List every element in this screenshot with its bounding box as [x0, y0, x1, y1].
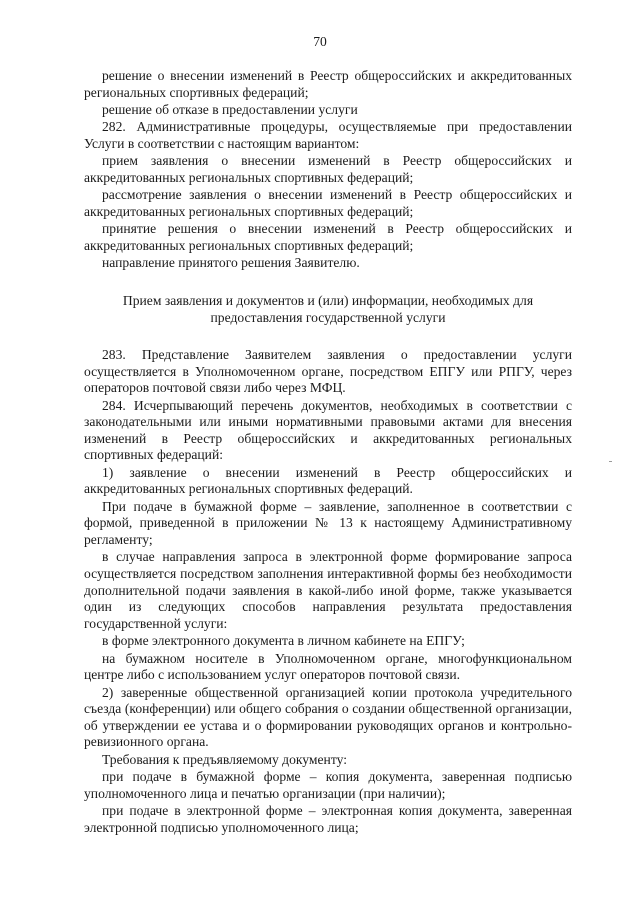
paragraph: направление принятого решения Заявителю. [102, 255, 360, 271]
paragraph: 284. Исчерпывающий перечень документов, необходимых в соответствии с законодательными или иными нормативными правовыми актами для внесения изменений в Реестр общероссийских и аккредитованных региональных спортивных федераций: [84, 397, 572, 463]
page-number: 70 [313, 34, 327, 49]
paragraph: на бумажном носителе в Уполномоченном органе, многофункциональном центре либо с использованием услуг операторов почтовой связи. [84, 650, 572, 683]
section-heading [84, 293, 572, 326]
paragraph: при подаче в электронной форме – электронная копия документа, заверенная электронной подписью уполномоченного лица; [84, 803, 572, 835]
paragraph: 283. Представление Заявителем заявления о предоставлении услуги осуществляется в Уполномоченном органе, посредством ЕПГУ или РПГУ, через операторов почтовой связи либо через МФЦ. [84, 347, 572, 396]
document-body [84, 68, 572, 837]
paragraph: прием заявления о внесении изменений в Реестр общероссийских и аккредитованных региональных спортивных федераций; [84, 153, 572, 185]
paragraph: в форме электронного документа в личном кабинете на ЕПГУ; [102, 633, 465, 649]
paragraph: рассмотрение заявления о внесении изменений в Реестр общероссийских и аккредитованных региональных спортивных федераций; [84, 187, 572, 219]
section-heading-line: предоставления государственной услуги [210, 309, 446, 325]
paragraph: Требования к предъявляемому документу: [102, 751, 347, 767]
paragraph: решение о внесении изменений в Реестр общероссийских и аккредитованных региональных спортивных федераций; [84, 68, 572, 100]
paragraph: 2) заверенные общественной организацией копии протокола учредительного съезда (конференции) или общего собрания о создании общественной организации, об утверждении ее устава и о формировании руководящих органов и контрольно-ревизионного органа. [84, 684, 572, 750]
paragraph: решение об отказе в предоставлении услуги [102, 101, 358, 117]
paragraph: при подаче в бумажной форме – копия документа, заверенная подписью уполномоченного лица и печатью организации (при наличии); [84, 769, 572, 801]
paragraph: При подаче в бумажной форме – заявление, заполненное в соответствии с формой, приведенной в приложении № 13 к настоящему Административному регламенту; [84, 498, 572, 548]
paragraph: 282. Административные процедуры, осуществляемые при предоставлении Услуги в соответствии с настоящим вариантом: [84, 119, 572, 151]
section-heading-line: Прием заявления и документов и (или) информации, необходимых для [122, 292, 534, 308]
margin-mark [609, 461, 612, 462]
paragraph: принятие решения о внесении изменений в Реестр общероссийских и аккредитованных региональных спортивных федераций; [84, 221, 572, 253]
paragraph: 1) заявление о внесении изменений в Реестр общероссийских и аккредитованных региональных спортивных федераций. [84, 464, 572, 497]
paragraph: в случае направления запроса в электронной форме формирование запроса осуществляется посредством заполнения интерактивной формы без необходимости дополнительной подачи заявления в какой-либо иной форме, также указывается один из следующих способов направления результата предоставления государственной услуги: [84, 549, 572, 631]
